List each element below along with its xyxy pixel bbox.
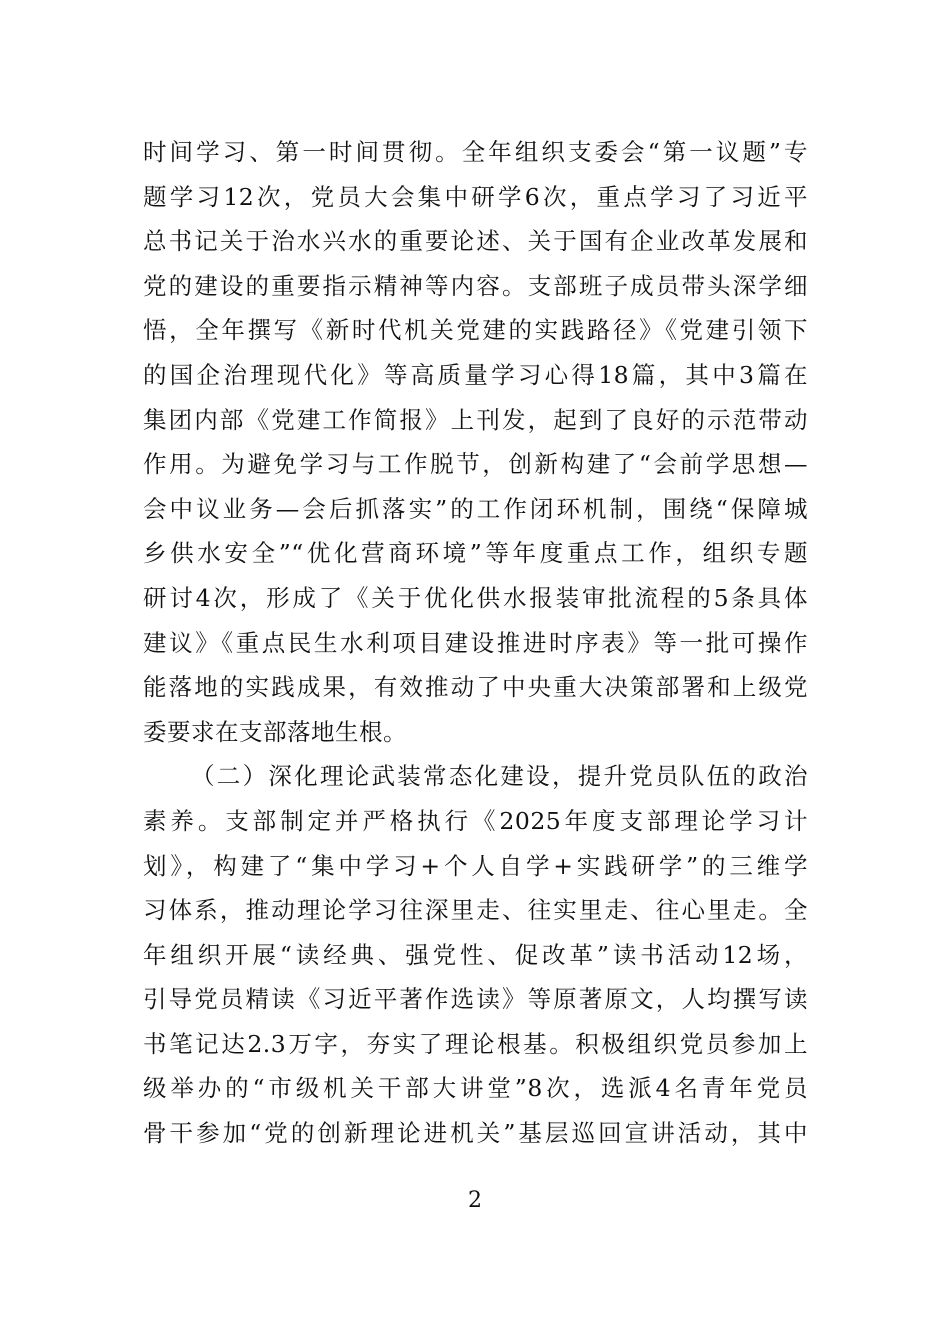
text-line: 书笔记达2.3万字，夯实了理论根基。积极组织党员参加上 <box>143 1029 808 1058</box>
text-line: 研讨4次，形成了《关于优化供水报装审批流程的5条具体 <box>143 583 808 612</box>
text-line: 作用。为避免学习与工作脱节，创新构建了“会前学思想— <box>143 450 808 479</box>
text-line: 素养。支部制定并严格执行《2025年度支部理论学习计 <box>143 806 808 835</box>
text-line: 会中议业务—会后抓落实”的工作闭环机制，围绕“保障城 <box>143 494 808 523</box>
text-line: 题学习12次，党员大会集中研学6次，重点学习了习近平 <box>143 182 808 211</box>
text-line: 能落地的实践成果，有效推动了中央重大决策部署和上级党 <box>143 673 808 702</box>
section-heading-line: （二）深化理论武装常态化建设，提升党员队伍的政治 <box>191 762 808 791</box>
text-line: 划》，构建了“集中学习+个人自学+实践研学”的三维学 <box>143 851 808 880</box>
text-line: 建议》《重点民生水利项目建设推进时序表》等一批可操作 <box>143 628 808 657</box>
text-line: 的国企治理现代化》等高质量学习心得18篇，其中3篇在 <box>143 360 808 389</box>
text-line: 乡供水安全”“优化营商环境”等年度重点工作，组织专题 <box>143 539 808 568</box>
text-line: 级举办的“市级机关干部大讲堂”8次，选派4名青年党员 <box>143 1074 808 1103</box>
text-line: 党的建设的重要指示精神等内容。支部班子成员带头深学细 <box>143 271 808 300</box>
text-line: 年组织开展“读经典、强党性、促改革”读书活动12场， <box>143 940 808 969</box>
text-line: 引导党员精读《习近平著作选读》等原著原文，人均撰写读 <box>143 985 808 1014</box>
text-line: 委要求在支部落地生根。 <box>143 717 407 746</box>
text-line: 时间学习、第一时间贯彻。全年组织支委会“第一议题”专 <box>143 138 808 166</box>
text-line: 习体系，推动理论学习往深里走、往实里走、往心里走。全 <box>143 896 808 925</box>
text-line: 悟，全年撰写《新时代机关党建的实践路径》《党建引领下 <box>143 316 808 345</box>
text-line: 集团内部《党建工作简报》上刊发，起到了良好的示范带动 <box>143 405 808 434</box>
text-line: 骨干参加“党的创新理论进机关”基层巡回宣讲活动，其中 <box>143 1119 808 1148</box>
text-line: 总书记关于治水兴水的重要论述、关于国有企业改革发展和 <box>143 227 808 256</box>
document-body <box>143 130 808 1156</box>
page-number: 2 <box>468 1188 482 1213</box>
